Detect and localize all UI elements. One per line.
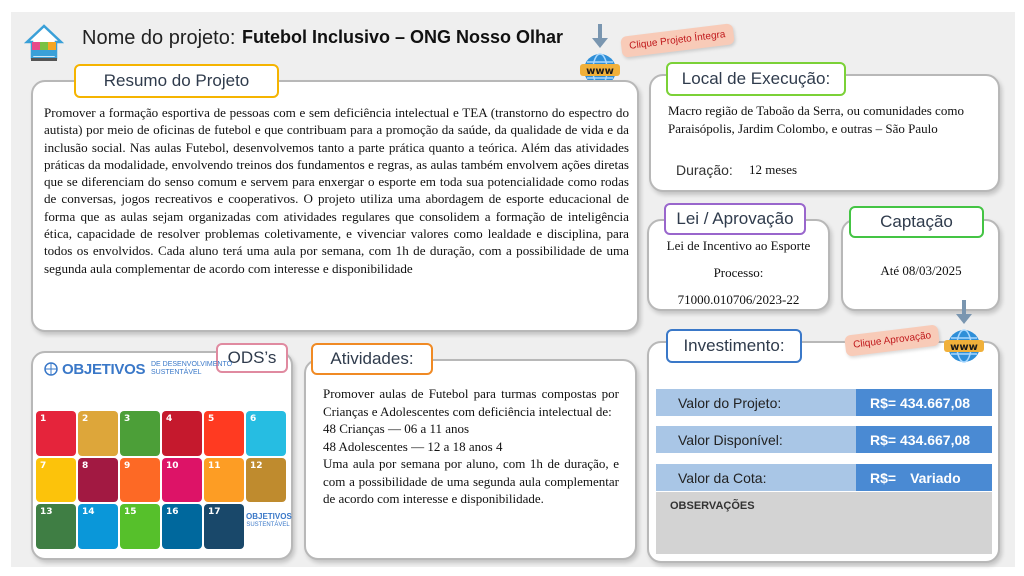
www-globe-link-icon[interactable] [580, 24, 620, 88]
ods-goal-tile: 16 [162, 504, 202, 549]
lei-title: Lei / Aprovação [664, 203, 806, 235]
ods-title: ODS’s [216, 343, 288, 373]
ods-corner-main: OBJETIVOS [246, 512, 292, 521]
local-text: Macro região de Taboão da Serra, ou comunidades como Paraisópolis, Jardim Colombo, e outras – São Paulo [668, 103, 964, 136]
valor-projeto-value: R$= 434.667,08 [856, 389, 992, 416]
ods-goal-tile: 11 [204, 458, 244, 503]
lei-line1: Lei de Incentivo ao Esporte [666, 238, 811, 253]
click-project-badge[interactable]: Clique Projeto Íntegra [620, 23, 734, 58]
valor-cota-row [656, 464, 992, 491]
ods-goal-tile: 3 [120, 411, 160, 456]
ods-goal-tile: 2 [78, 411, 118, 456]
ods-banner-sub1: DE DESENVOLVIMENTO [151, 361, 233, 368]
valor-projeto-label: Valor do Projeto: [678, 394, 782, 411]
lei-line2: Processo: [713, 265, 764, 280]
atividades-p2: 48 Crianças — 06 a 11 anos [323, 421, 470, 436]
captacao-date: Até 08/03/2025 [880, 263, 962, 278]
www-globe-approval-icon[interactable] [944, 300, 984, 364]
atividades-p4: Uma aula por semana por aluno, com 1h de duração, e com a possibilidade de uma segunda aula complementar de acordo com interesse e disponibilidade. [323, 456, 619, 506]
house-logo-icon [24, 22, 64, 62]
local-title: Local de Execução: [666, 62, 846, 96]
valor-projeto-row [656, 389, 992, 416]
valor-cota-value: Variado [910, 469, 961, 486]
click-approval-badge[interactable]: Clique Aprovação [844, 324, 940, 356]
ods-goal-tile: 8 [78, 458, 118, 503]
ods-goal-tile: 10 [162, 458, 202, 503]
ods-goal-tile: 6 [246, 411, 286, 456]
observacoes-label: OBSERVAÇÕES [670, 500, 755, 512]
ods-corner-logo [246, 512, 290, 530]
ods-goal-tile: 17 [204, 504, 244, 549]
ods-goal-tile: 14 [78, 504, 118, 549]
ods-goal-tile: 5 [204, 411, 244, 456]
resumo-text: Promover a formação esportiva de pessoas com e sem deficiência intelectual e TEA (transtorno do espectro do autista) por meio de oficinas de futebol e que contribuam para a promoção da saúde, da qualidade de vida e da inclusão social. Nas aulas Futebol, desenvolvemos tanto a parte prática quanto a teórica. Além das atividades práticas da modalidade, envolvendo treinos dos fundamentos e regras, as aulas também envolvem ações diretas que se diferenciam do senso comum e servem para enxergar o esporte em toda sua potencialidade como rodas de conversas, jogos recreativos e cooperativos. O projeto utiliza uma abordagem de esporte educacional de forma que as aulas sejam organizadas com atividades regulares que consolidem a formação de inteligência ética, capacidade de resolver problemas coletivamente, e vivenciar valores como lealdade e disciplina, para todos os envolvidos. Cada aluno terá uma aula por semana, com 1h de duração, com a possibilidade de uma segunda aula complementar de acordo com interesse e disponibilidade [44, 105, 629, 276]
valor-disponivel-value: R$= 434.667,08 [856, 426, 992, 453]
project-title: Futebol Inclusivo – ONG Nosso Olhar [242, 27, 564, 47]
ods-goal-tile: 15 [120, 504, 160, 549]
ods-goal-tile: 1 [36, 411, 76, 456]
atividades-title: Atividades: [311, 343, 433, 375]
valor-cota-label: Valor da Cota: [678, 469, 767, 486]
ods-banner-main: OBJETIVOS [62, 361, 146, 378]
svg-text:www: www [950, 342, 978, 353]
ods-banner-sub [151, 361, 232, 377]
duration-label: Duração: [676, 162, 733, 178]
atividades-p1: Promover aulas de Futebol para turmas compostas por Crianças e Adolescentes com deficiência intelectual de: [323, 386, 619, 419]
ods-goal-tile: 4 [162, 411, 202, 456]
un-emblem-icon [44, 362, 58, 376]
captacao-title: Captação [849, 206, 984, 238]
ods-banner-sub2: SUSTENTÁVEL [151, 369, 202, 376]
lei-process-number: 71000.010706/2023-22 [677, 292, 800, 307]
atividades-text [323, 385, 619, 508]
valor-disponivel-label: Valor Disponível: [678, 431, 783, 448]
ods-corner-sub: SUSTENTÁVEL [246, 522, 290, 528]
atividades-p3: 48 Adolescentes — 12 a 18 anos 4 [323, 438, 503, 454]
duration-value: 12 meses [749, 162, 798, 177]
svg-text:www: www [586, 66, 614, 77]
ods-goal-tile: 9 [120, 458, 160, 503]
valor-disponivel-row [656, 426, 992, 453]
valor-cota-value-box [856, 464, 992, 491]
ods-goal-tile: 13 [36, 504, 76, 549]
resumo-title: Resumo do Projeto [74, 64, 279, 98]
ods-goal-tile: 12 [246, 458, 286, 503]
ods-goal-tile: 7 [36, 458, 76, 503]
investimento-title: Investimento: [666, 329, 802, 363]
project-name-label: Nome do projeto: [82, 27, 236, 49]
valor-cota-prefix: R$= [870, 469, 897, 486]
